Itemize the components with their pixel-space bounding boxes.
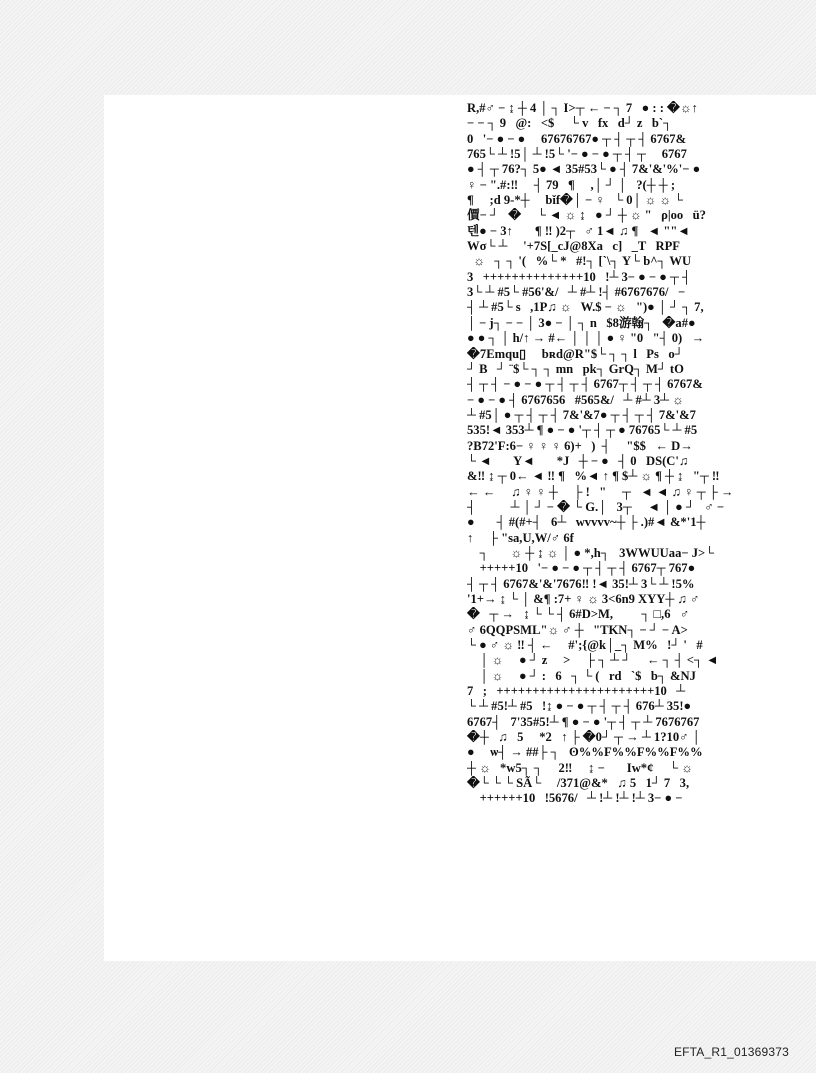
text-line: �┼ ♫ 5 *2 ↑ ├ �0┘ ┬ → ┴ 1?10♂ │ — [467, 730, 701, 745]
text-line: └ ◄ Y◄ *J ┼ − ● ┤ 0 DS(C'♫ — [467, 453, 689, 468]
text-line: 價− ┘ � └ ◄ ☼ ↨ ● ┘ ┼ ☼ " ρ|oo ü? — [467, 208, 706, 223]
text-line: ↑ ├ "sa,U,W/♂ 6f — [467, 530, 574, 545]
text-line: └ ┴ #5!┴ #5 !↨ ● − ● ┬ ┤ ┬ ┤ 676┴ 35!● — [467, 699, 692, 714]
text-line: 765└ ┴ !5│ ┴ !5└ '− ● − ● ┬ ┤ ┬ 6767 — [467, 147, 687, 162]
text-line: ┤ ┬ ┤ 6767&'&'7676‼ !◄ 35!┴ 3└ ┴ !5% — [467, 576, 695, 591]
text-line: ● ● ┐ │ h/↑ → #← │ │ │ ● ♀ "0 "┤ 0) → — [467, 331, 705, 346]
text-line: Wσ└ ┴ '+7S[_cJ@8Xa c] _T RPF — [467, 239, 681, 254]
text-line: �7Emqu▯ bʀd@R"$└ ┐ ┐ l Ps o┘ — [467, 346, 684, 361]
garbled-text-block — [467, 101, 816, 807]
text-line: ++++++10 !5676/ ┴ !┴ !┴ !┴ 3− ● − — [467, 791, 683, 806]
document-page — [104, 95, 816, 961]
text-line: − − ┐ 9 @: <$ └ v fx d┘ z b`┐ — [467, 116, 673, 131]
text-line: │ − j┐ − − │ 3● − │ ┐ n $8游翰┐ �a#● — [467, 315, 696, 330]
text-line: − ● − ● ┤ 6767656 #565&/ ┴ #┴ 3┴ ☼ — [467, 392, 684, 407]
text-line: +++++10 '− ● − ● ┬ ┤ ┬ ┤ 6767┬ 767● — [467, 561, 696, 576]
text-line: │ ☼ ● ┘ z > ├ ┐ ┴ ┘ ← ┐ ┤ <┐ ◄ — [467, 653, 719, 668]
text-line: ← ← ♫ ♀ ♀ ┼ ├ ! " ┬ ◄ ◄ ♫ ♀ ┬ ├ → — [467, 484, 734, 499]
text-line: ● ┤ #(#+┤ 6┴ wvvvv~┼ ├ .)#◄ &*'1┼ — [467, 515, 706, 530]
text-line: 3└ ┴ #5└ #56'&/ ┴ #┴ !┤ #6767676/ − — [467, 285, 686, 300]
text-line: 0 '− ● − ● 67676767● ┬ ┤ ┬ ┤ 6767& — [467, 131, 687, 146]
text-line: └ ● ♂ ☼ ‼ ┤ ← #';{@k│_┐ M% !┘ ' # — [467, 638, 703, 653]
text-line: ♂ 6QQPSML"☼ ♂ ┼ "TKN┐ − ┘ − A> — [467, 622, 688, 637]
text-line: ┼ ☼ *w5┐ ┐ 2‼ ↨ − Iw*¢ └ ☼ — [467, 760, 693, 775]
text-line: 6767┤ 7'35#5!┴ ¶ ● − ● '┬ ┤ ┬ ┴ 7676767 — [467, 714, 700, 729]
text-line: 텐● − 3↑ ¶ ‼ )2┬ ♂ 1◄ ♫ ¶ ◄ ""◄ — [467, 223, 690, 238]
text-line: ┤ ┴ │ ┘ − � └ G.│ 3┬ ◄ │ ● ┘ ♂ − — [467, 499, 725, 514]
text-line: ¶ ;d 9-*┼ bǐf�│ − ♀ └ 0│ ☼ ☼ └ — [467, 193, 683, 208]
text-line: ┘ B ┘ ¨$└ ┐ ┐ mn pk┐ GrQ┐ M┘ tO — [467, 361, 684, 376]
text-line: 535!◄ 353┴ ¶ ● − ● '┬ ┤ ┬ ● 76765└ ┴ #5 — [467, 423, 698, 438]
text-line: 7 ; ++++++++++++++++++++++10 ┴ — [467, 684, 686, 699]
text-line: ┤ ┴ #5└ s ,1P♫ ☼ W.$ − ☼ ")● │ ┘ ┐ 7, — [467, 300, 704, 315]
text-line: �└ └ └ SÃ└ /371@&* ♫ 5 1┘ 7 3, — [467, 776, 690, 791]
text-line: � ┬ → ↨ └ └ ┤ 6#D>M, ┐ □,6 ♂ — [467, 607, 690, 622]
text-line: &‼ ↨ ┬ 0← ◄ ‼ ¶ %◄ ↑ ¶ $┴ ☼ ¶ ┼ ↨ "┬ ‼ — [467, 469, 720, 484]
text-line: ?B72'F:6− ♀ ♀ ♀ 6)+ ) ┤ "$$ ← D→ — [467, 438, 693, 453]
text-line: R,#♂ − ↨ ┼ 4 │ ┐ I>┬ ← − ┐ 7 ● : : �☼↑ — [467, 101, 698, 115]
text-line: ♀ − ".#:‼ ┤ 79 ¶ ,│ ┘ │ ?(┼ ┼ ; — [467, 177, 676, 192]
text-line: ● ѡ┤ → ##├ ┐ ʘ%%F%%F%%F%% — [467, 745, 703, 760]
text-line: ┐ ☼ ┼ ↨ ☼ │ ● *,h┐ 3WWUUaa− J>└ — [467, 545, 715, 560]
text-line: │ ☼ ● ┘ : 6 ┐ └ ( rd `$ b┐ &NJ — [467, 668, 696, 683]
text-line: ┤ ┬ ┤ − ● − ● ┬ ┤ ┬ ┤ 6767┬ ┤ ┬ ┤ 6767& — [467, 377, 703, 392]
text-line: 3 ++++++++++++++10 !┴ 3− ● − ● ┬ ┤ — [467, 269, 691, 284]
text-line: '1+→ ↨ └ │ &¶ :7+ ♀ ☼ 3<6n9 XYY┼ ♫ ♂ — [467, 592, 700, 606]
text-line: ☼ ┐ ┐ '( %└ * #!┐ [`\┐ Y└ b^┐ WU — [467, 254, 692, 269]
text-line: ┴ #5│ ● ┬ ┤ ┬ ┤ 7&'&7● ┬ ┤ ┬ ┤ 7&'&7 — [467, 407, 696, 422]
document-id-label: EFTA_R1_01369373 — [673, 1045, 789, 1059]
text-line: ● ┤ ┬ 76?┐ 5● ◄ 35#53└ ● ┤ 7&'&'%'− ● — [467, 162, 701, 177]
